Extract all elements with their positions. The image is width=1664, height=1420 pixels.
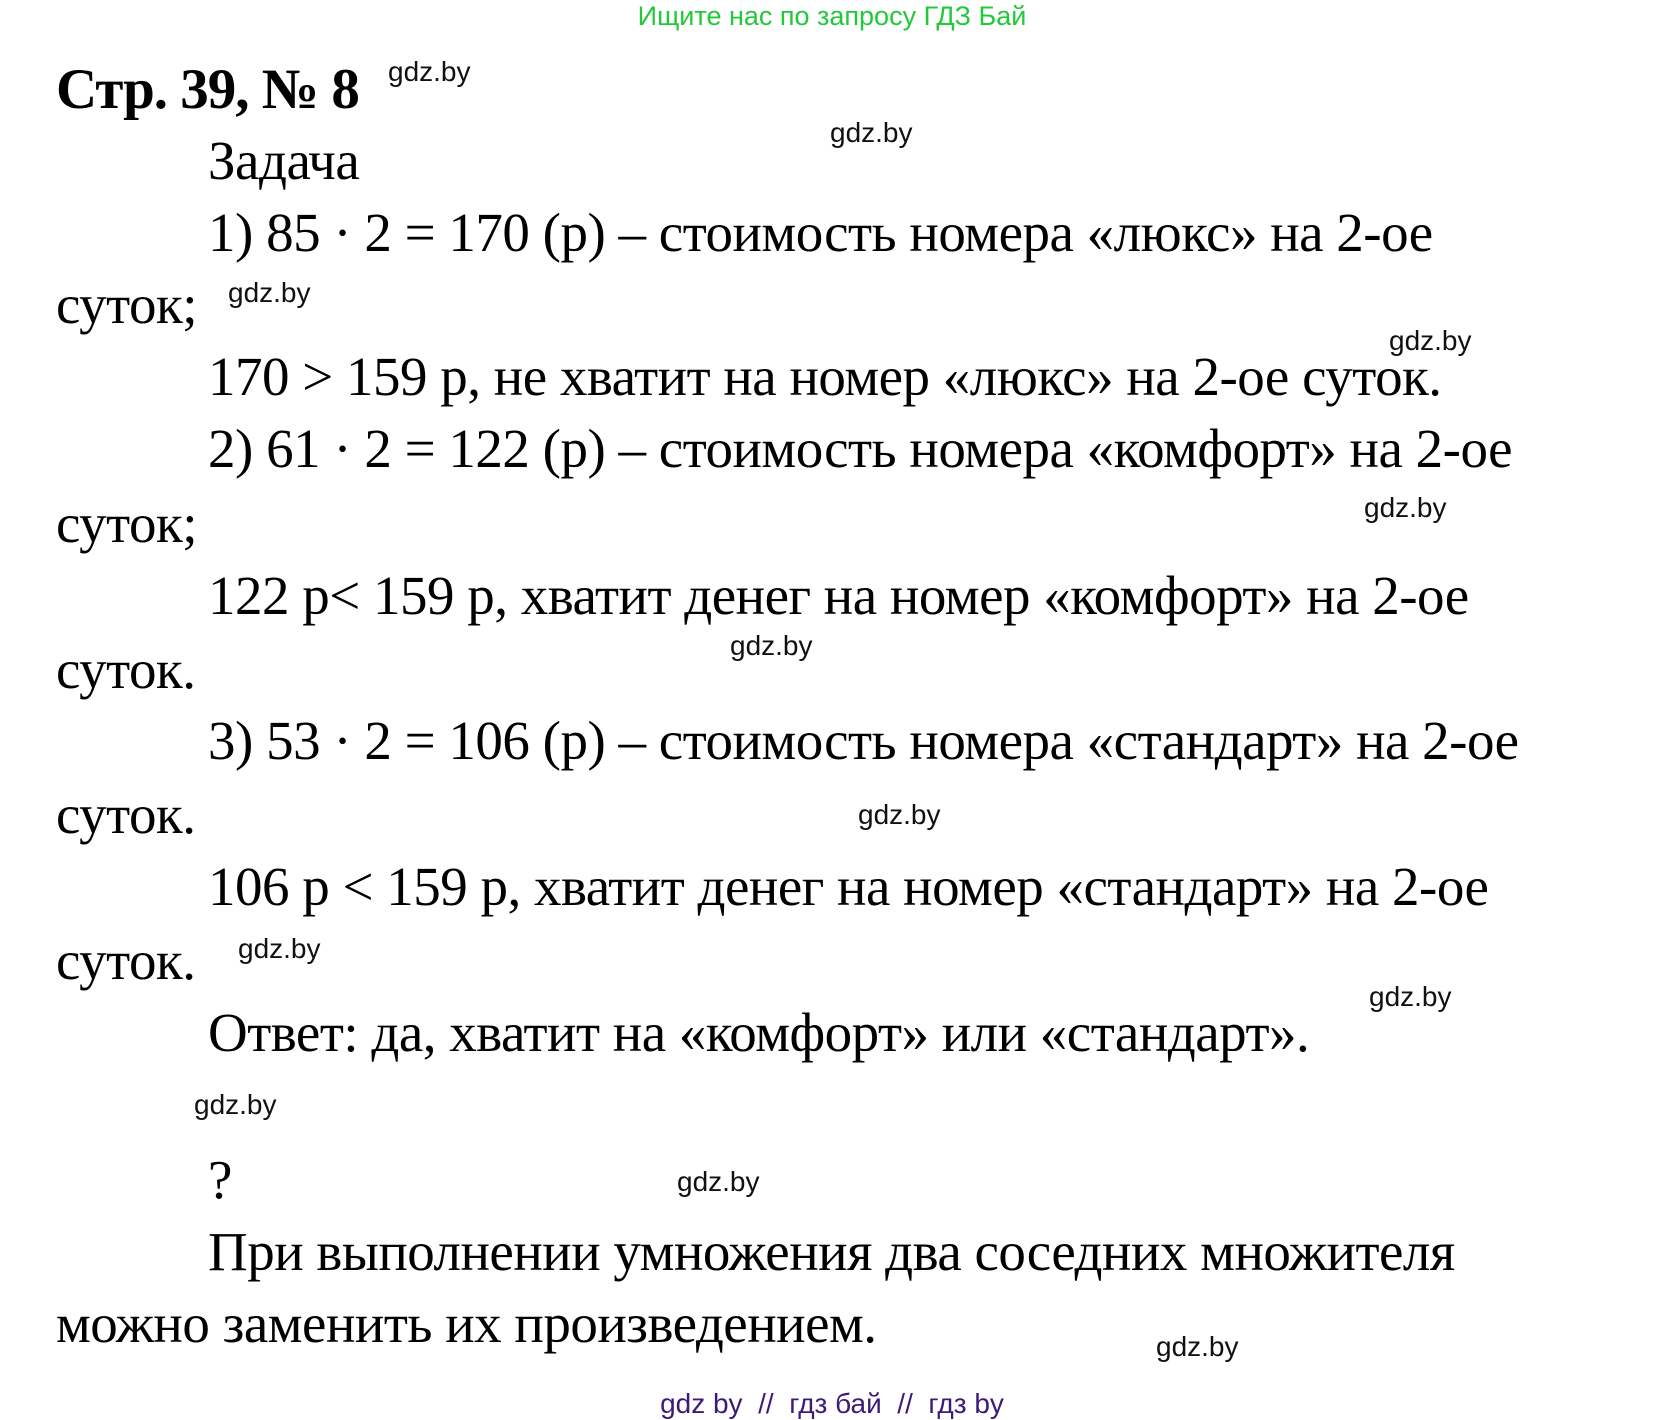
comparison-3-cont: суток.	[56, 930, 196, 991]
question-mark: ?	[208, 1149, 232, 1210]
watermark: gdz.by	[1364, 492, 1447, 523]
page-title: Стр. 39, № 8	[56, 58, 359, 121]
rule-text: При выполнении умножения два соседних множителя	[208, 1221, 1455, 1282]
rule-text-cont: можно заменить их произведением.	[56, 1293, 877, 1354]
comparison-1: 170 > 159 р, не хватит на номер «люкс» на 2-ое суток.	[208, 346, 1442, 407]
solution-step-2: 2) 61 · 2 = 122 (р) – стоимость номера «комфорт» на 2-ое	[208, 418, 1513, 479]
watermark: gdz.by	[238, 933, 321, 964]
watermark: gdz.by	[388, 56, 471, 87]
search-banner: Ищите нас по запросу ГДЗ Бай	[637, 1, 1027, 31]
comparison-2: 122 р< 159 р, хватит денег на номер «комфорт» на 2-ое	[208, 565, 1469, 626]
watermark: gdz.by	[1156, 1331, 1239, 1362]
watermark: gdz.by	[1369, 981, 1452, 1012]
answer: Ответ: да, хватит на «комфорт» или «стандарт».	[208, 1002, 1310, 1063]
solution-step-3-cont: суток.	[56, 784, 196, 845]
watermark: gdz.by	[194, 1089, 277, 1120]
solution-step-1-cont: суток;	[56, 274, 197, 335]
watermark: gdz.by	[830, 117, 913, 148]
solution-step-3: 3) 53 · 2 = 106 (р) – стоимость номера «стандарт» на 2-ое	[208, 710, 1519, 771]
section-heading: Задача	[208, 130, 360, 191]
solution-step-1: 1) 85 · 2 = 170 (р) – стоимость номера «люкс» на 2-ое	[208, 202, 1433, 263]
comparison-3: 106 р < 159 р, хватит денег на номер «стандарт» на 2-ое	[208, 856, 1489, 917]
comparison-2-cont: суток.	[56, 639, 196, 700]
watermark: gdz.by	[677, 1166, 760, 1197]
footer-links: gdz by // гдз бай // гдз by	[660, 1388, 1004, 1419]
watermark: gdz.by	[228, 277, 311, 308]
watermark: gdz.by	[858, 799, 941, 830]
watermark: gdz.by	[730, 630, 813, 661]
solution-step-2-cont: суток;	[56, 493, 197, 554]
watermark: gdz.by	[1389, 325, 1472, 356]
